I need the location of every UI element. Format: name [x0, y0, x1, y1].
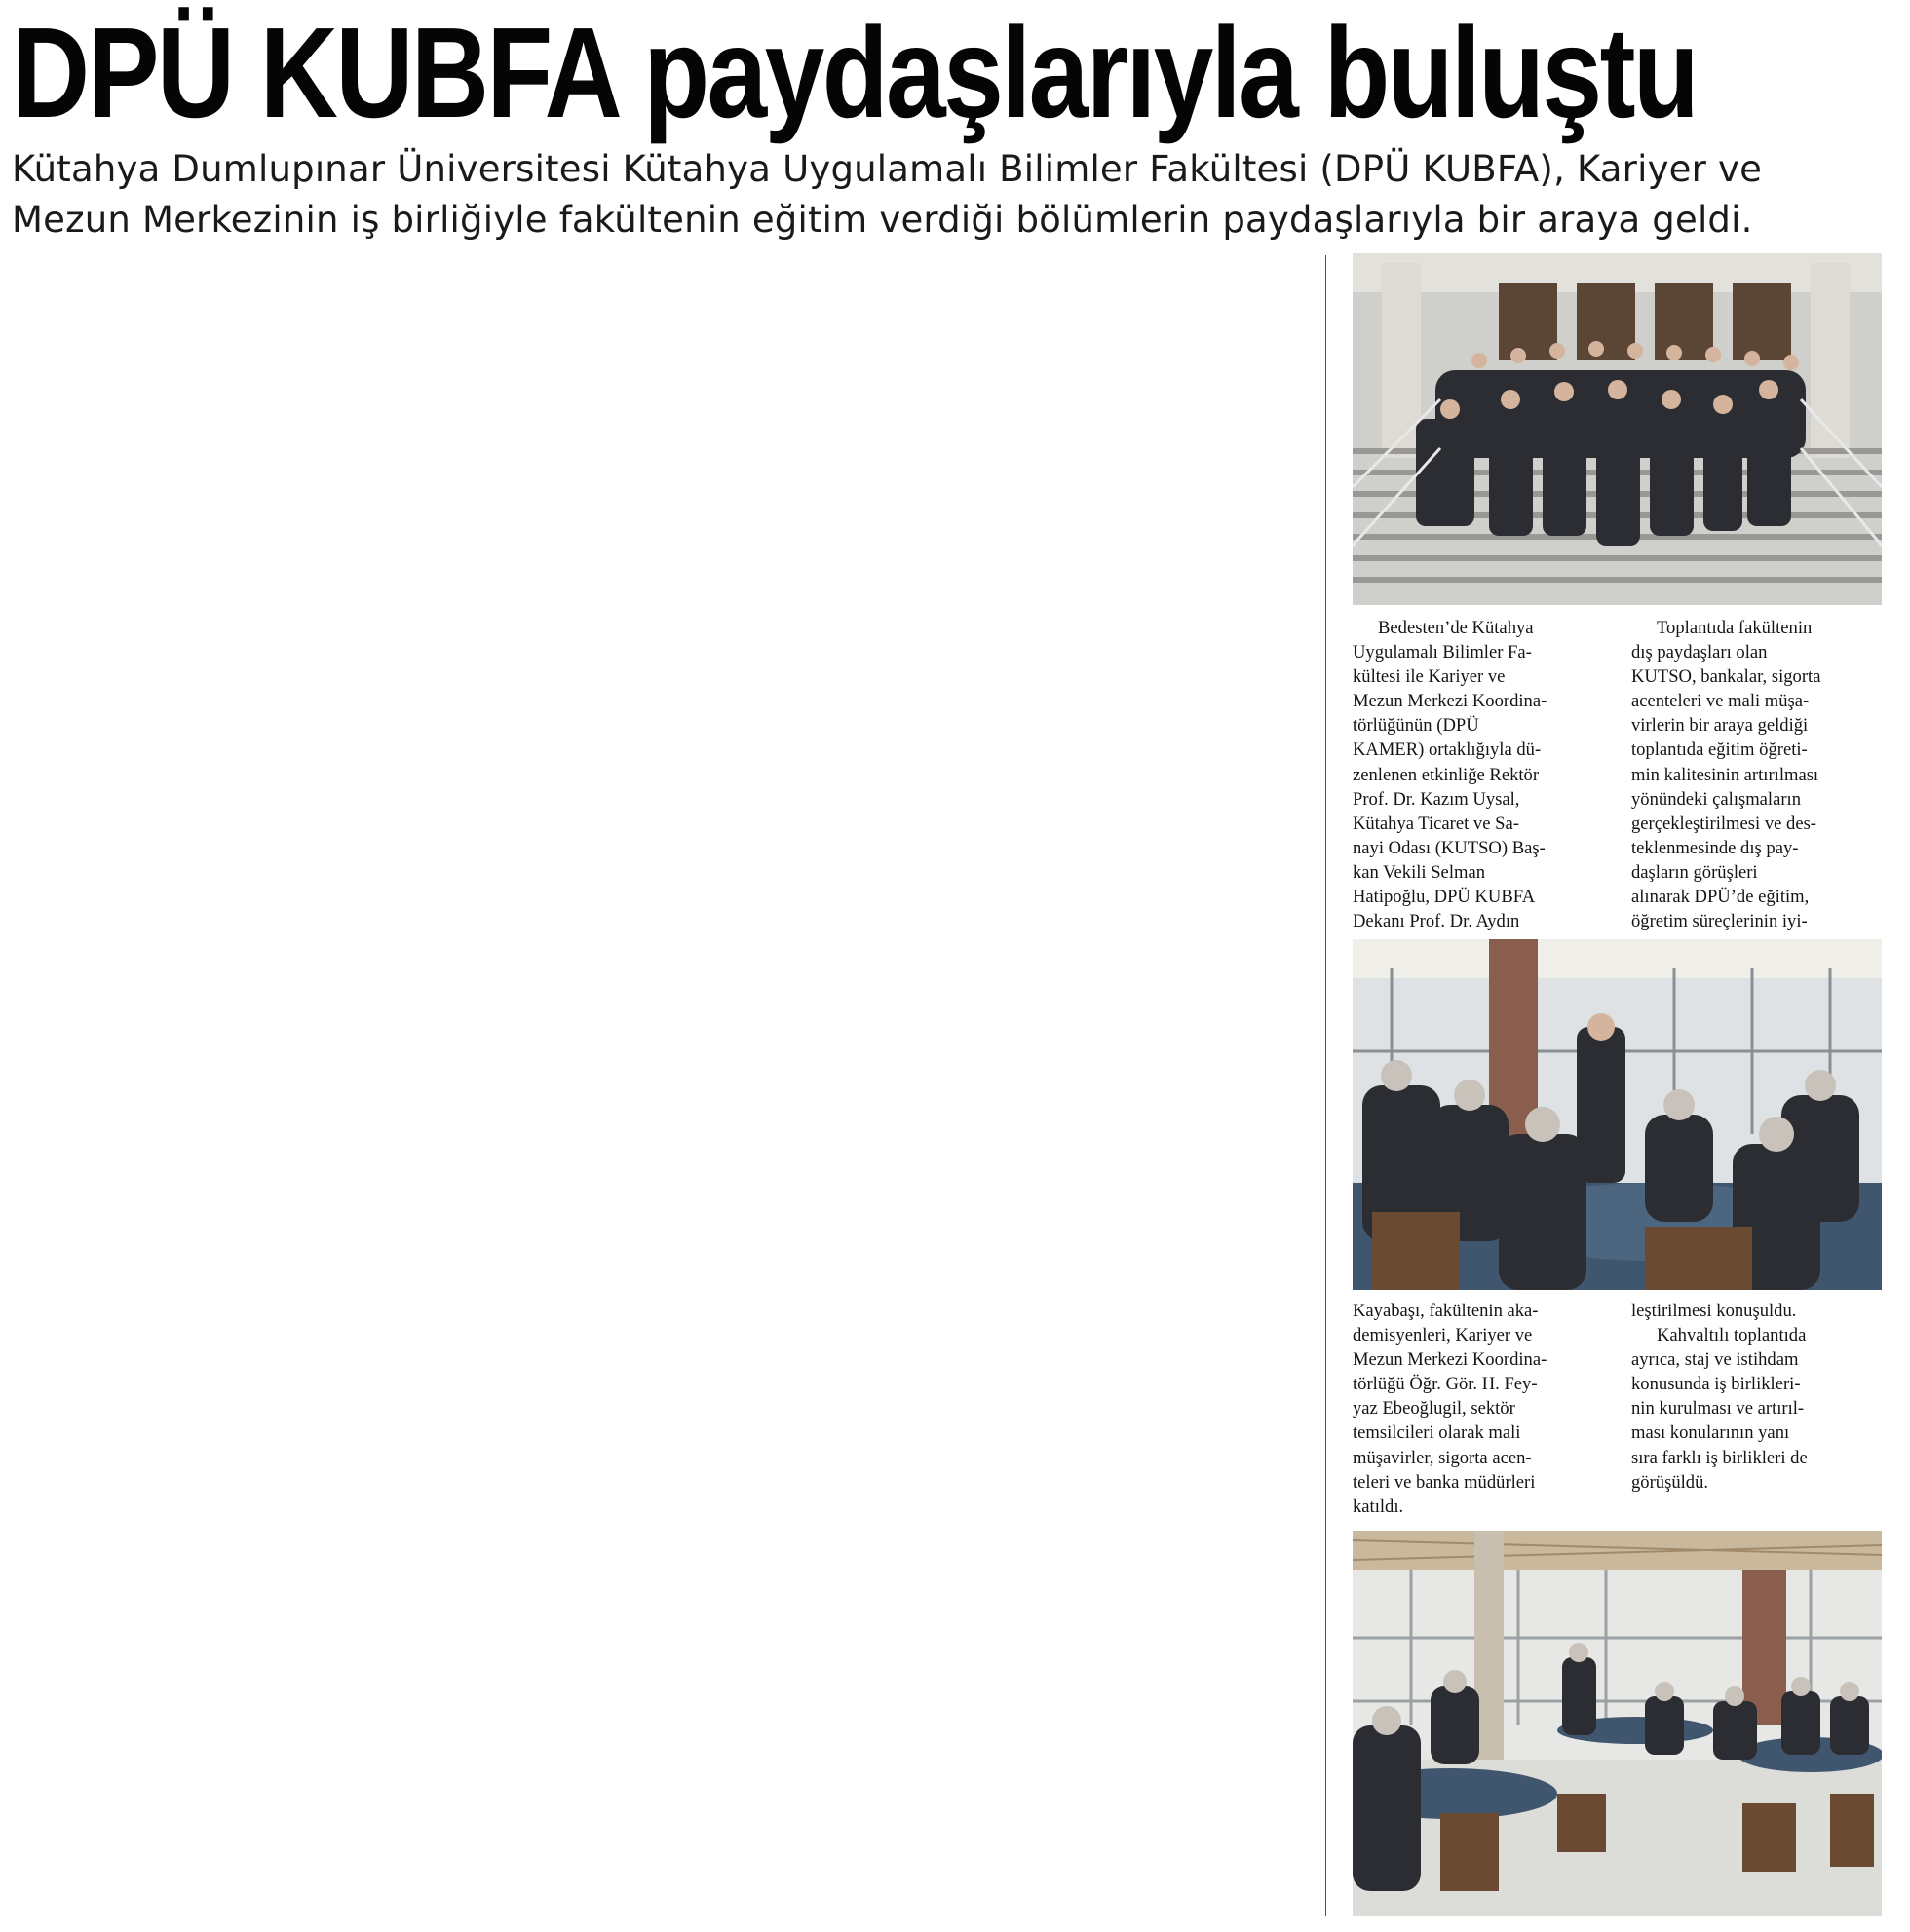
body-line: Kayabaşı, fakültenin aka- — [1353, 1301, 1539, 1321]
body-line: Mezun Merkezi Koordina- — [1353, 691, 1547, 712]
body-line: leştirilmesi konuşuldu. — [1631, 1301, 1797, 1321]
body-line: öğretim süreçlerinin iyi- — [1631, 911, 1808, 932]
body-line: KUTSO, bankalar, sigorta — [1631, 666, 1821, 688]
body-line: ayrıca, staj ve istihdam — [1631, 1349, 1799, 1371]
body-line: Kütahya Ticaret ve Sa- — [1353, 813, 1519, 834]
body-line: dış paydaşları olan — [1631, 642, 1768, 663]
body-line: konusunda iş birlikleri- — [1631, 1374, 1801, 1395]
body-line: yönündeki çalışmaların — [1631, 788, 1802, 810]
body-line: müşavirler, sigorta acen- — [1353, 1447, 1532, 1468]
body-line: nayi Odası (KUTSO) Baş- — [1353, 837, 1546, 858]
body-line: zenlenen etkinliğe Rektör — [1353, 764, 1540, 785]
body-line: virlerin bir araya geldiği — [1631, 715, 1809, 737]
body-line: demisyenleri, Kariyer ve — [1353, 1325, 1533, 1346]
column-rule — [1325, 255, 1326, 1916]
body-line: ması konularının yanı — [1631, 1422, 1790, 1444]
body-line: teklenmesinde dış pay- — [1631, 837, 1799, 858]
body-line: görüşüldü. — [1631, 1471, 1709, 1493]
body-line: temsilcileri olarak mali — [1353, 1422, 1521, 1444]
body-line: acenteleri ve mali müşa- — [1631, 691, 1810, 712]
meeting-photo-image — [1353, 939, 1882, 1290]
deck-line: Kütahya Dumlupınar Üniversitesi Kütahya Uygulamalı Bilimler Fakültesi (DPÜ KUBFA), Kariyer ve — [12, 148, 1763, 190]
body-column-right-top — [1631, 616, 1885, 933]
body-line: Bedesten’de Kütahya — [1378, 618, 1534, 638]
body-line: daşların görüşleri — [1631, 861, 1758, 883]
breakfast-hall-photo-image — [1353, 1531, 1882, 1916]
body-line: kan Vekili Selman — [1353, 861, 1485, 883]
group-photo-image — [1353, 253, 1882, 605]
body-line: toplantıda eğitim öğreti- — [1631, 739, 1808, 761]
body-line: teleri ve banka müdürleri — [1353, 1471, 1536, 1493]
body-line: Dekanı Prof. Dr. Aydın — [1353, 911, 1520, 932]
body-line: törlüğünün (DPÜ — [1353, 715, 1479, 737]
body-line: yaz Ebeoğlugil, sektör — [1353, 1398, 1515, 1420]
breakfast-hall-photo — [1353, 1531, 1882, 1916]
body-line: alınarak DPÜ’de eğitim, — [1631, 887, 1810, 908]
body-column-right-bottom — [1631, 1299, 1885, 1495]
body-line: Toplantıda fakültenin — [1657, 618, 1813, 638]
body-column-left-top — [1353, 616, 1606, 933]
headline: DPÜ KUBFA paydaşlarıyla buluştu — [12, 1, 1698, 144]
body-line: katıldı. — [1353, 1496, 1404, 1517]
body-line: sıra farklı iş birlikleri de — [1631, 1447, 1808, 1468]
body-line: kültesi ile Kariyer ve — [1353, 666, 1506, 688]
body-line: min kalitesinin artırılması — [1631, 764, 1819, 785]
body-line: nin kurulması ve artırıl- — [1631, 1398, 1805, 1420]
body-line: gerçekleştirilmesi ve des- — [1631, 813, 1816, 834]
deck-line: Mezun Merkezinin iş birliğiyle fakültenin eğitim verdiği bölümlerin paydaşlarıyla bir araya geldi. — [12, 199, 1753, 241]
body-line: Prof. Dr. Kazım Uysal, — [1353, 788, 1520, 810]
body-line: törlüğü Öğr. Gör. H. Fey- — [1353, 1374, 1538, 1395]
body-line: KAMER) ortaklığıyla dü- — [1353, 739, 1542, 761]
body-line: Kahvaltılı toplantıda — [1657, 1325, 1807, 1346]
body-line: Mezun Merkezi Koordina- — [1353, 1349, 1547, 1371]
deck-text — [12, 144, 1902, 246]
group-photo — [1353, 253, 1882, 605]
body-column-left-bottom — [1353, 1299, 1606, 1519]
body-line: Hatipoğlu, DPÜ KUBFA — [1353, 887, 1536, 908]
meeting-photo — [1353, 939, 1882, 1290]
body-line: Uygulamalı Bilimler Fa- — [1353, 642, 1532, 663]
